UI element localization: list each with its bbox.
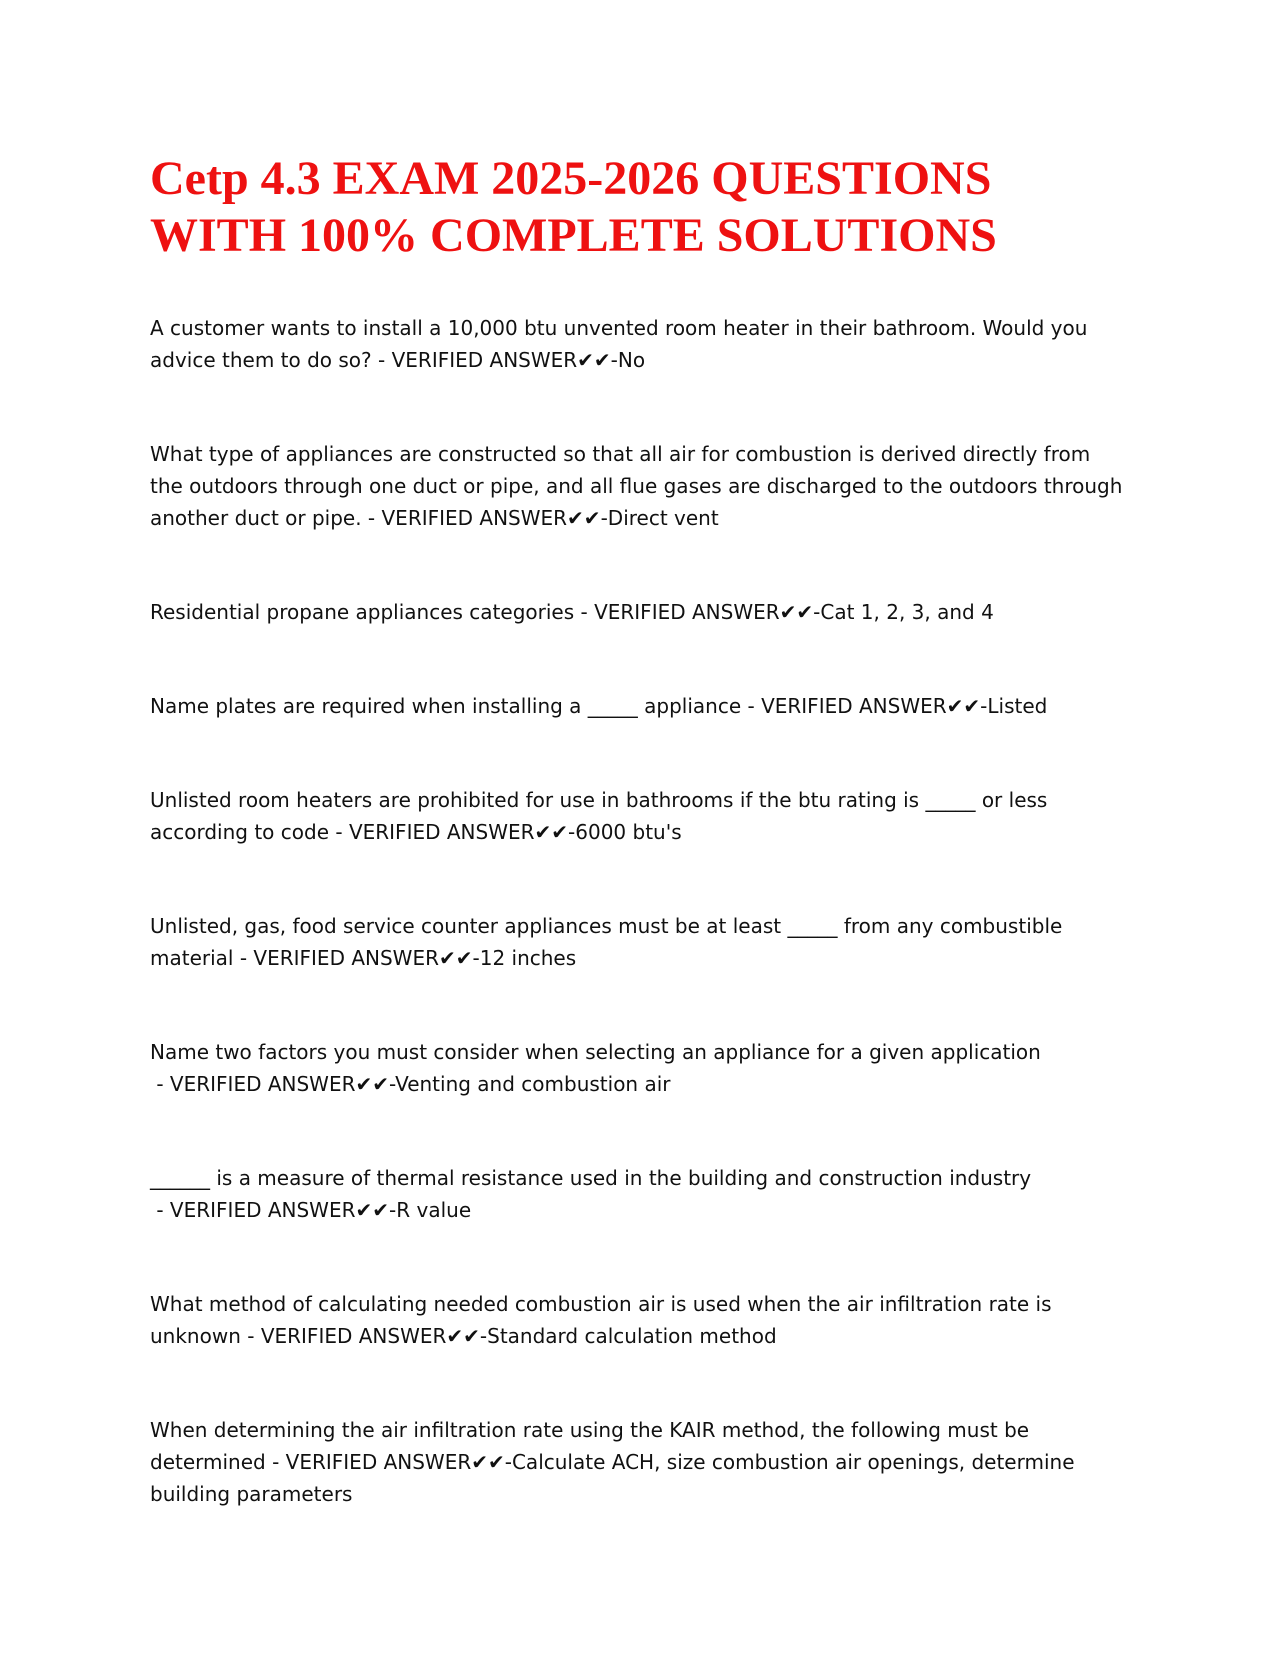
answer-text: 6000 btu's — [575, 820, 682, 844]
answer-text: Standard calculation method — [487, 1324, 777, 1348]
answer-marker: - VERIFIED ANSWER✔✔- — [150, 1198, 397, 1222]
qa-item — [150, 438, 1128, 534]
answer-marker: - VERIFIED ANSWER✔✔- — [233, 946, 480, 970]
answer-text: Direct vent — [607, 506, 719, 530]
answer-text: 12 inches — [479, 946, 577, 970]
answer-text: Listed — [987, 694, 1048, 718]
answer-marker: - VERIFIED ANSWER✔✔- — [574, 600, 821, 624]
question-text: What method of calculating needed combustion air is used when the air infiltration rate is unknown — [150, 1292, 1052, 1348]
answer-text: No — [617, 348, 646, 372]
qa-item — [150, 1162, 1128, 1226]
question-text: A customer wants to install a 10,000 btu unvented room heater in their bathroom. Would you advice them to do so? — [150, 316, 1088, 372]
qa-item — [150, 596, 1128, 628]
qa-list — [150, 312, 1128, 1510]
question-text: Name plates are required when installing a _____ appliance — [150, 694, 742, 718]
document-content — [150, 150, 1128, 1510]
qa-item — [150, 312, 1128, 376]
qa-item — [150, 1036, 1128, 1100]
question-text: Unlisted, gas, food service counter appliances must be at least _____ from any combustible material — [150, 914, 1063, 970]
question-text: ______ is a measure of thermal resistance used in the building and construction industry — [150, 1166, 1032, 1190]
question-text: What type of appliances are constructed so that all air for combustion is derived directly from the outdoors through one duct or pipe, and all flue gases are discharged to the outdoors through another duct or pipe. — [150, 442, 1123, 530]
answer-marker: - VERIFIED ANSWER✔✔- — [741, 694, 988, 718]
question-text: When determining the air infiltration rate using the KAIR method, the following must be determined — [150, 1418, 1030, 1474]
answer-marker: - VERIFIED ANSWER✔✔- — [371, 348, 618, 372]
document-title: Cetp 4.3 EXAM 2025-2026 QUESTIONS WITH 100% COMPLETE SOLUTIONS — [150, 152, 997, 262]
answer-marker: - VERIFIED ANSWER✔✔- — [329, 820, 576, 844]
answer-marker: - VERIFIED ANSWER✔✔- — [265, 1450, 512, 1474]
qa-item — [150, 910, 1128, 974]
qa-item — [150, 690, 1128, 722]
question-text: Residential propane appliances categories — [150, 600, 575, 624]
answer-marker: - VERIFIED ANSWER✔✔- — [361, 506, 608, 530]
question-text: Unlisted room heaters are prohibited for use in bathrooms if the btu rating is _____ or less according to code — [150, 788, 1048, 844]
answer-text: Calculate ACH, size combustion air openings, determine building parameters — [150, 1450, 1075, 1506]
qa-item — [150, 1414, 1128, 1510]
qa-item — [150, 784, 1128, 848]
answer-marker: - VERIFIED ANSWER✔✔- — [240, 1324, 488, 1348]
answer-text: Venting and combustion air — [395, 1072, 671, 1096]
answer-text: R value — [396, 1198, 472, 1222]
qa-item — [150, 1288, 1128, 1352]
answer-text: Cat 1, 2, 3, and 4 — [820, 600, 994, 624]
question-text: Name two factors you must consider when selecting an appliance for a given application — [150, 1040, 1041, 1064]
answer-marker: - VERIFIED ANSWER✔✔- — [150, 1072, 396, 1096]
